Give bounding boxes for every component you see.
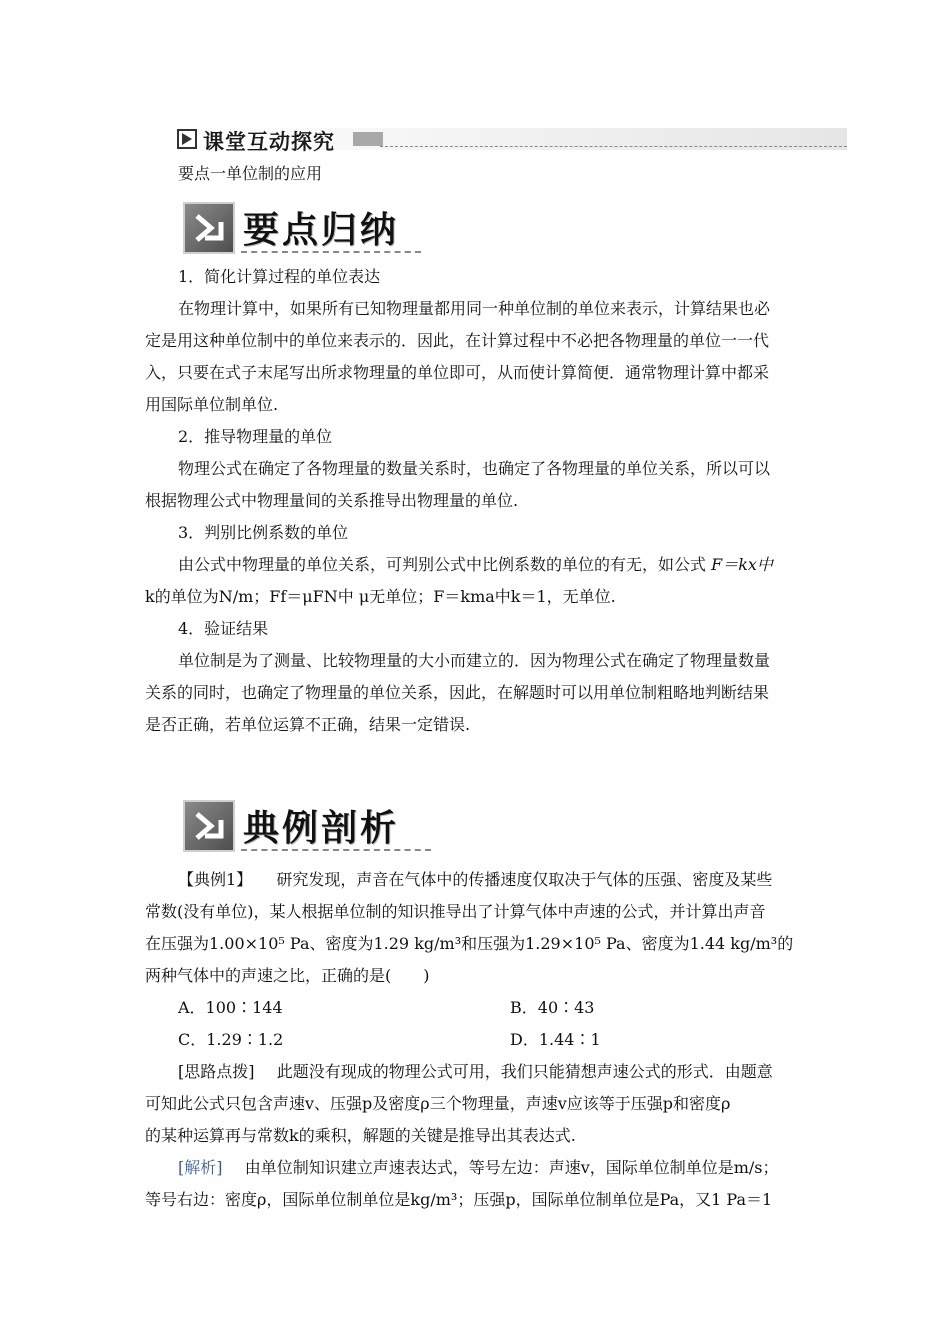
- point-3-formula: F＝kx中: [711, 555, 773, 574]
- example-line: 在压强为1.00×10⁵ Pa、密度为1.29 kg/m³和压强为1.29×10⁵ Pa、密度为1.44 kg/m³的: [145, 934, 794, 953]
- point-4-heading: 4．验证结果: [178, 619, 269, 638]
- example-line-text: 研究发现，声音在气体中的传播速度仅取决于气体的压强、密度及某些: [276, 870, 773, 889]
- point-4-line: 是否正确，若单位运算不正确，结果一定错误.: [145, 715, 471, 734]
- hint-line: 的某种运算再与常数k的乘积，解题的关键是推导出其表达式.: [145, 1126, 576, 1145]
- analysis-line: [178, 1158, 779, 1178]
- example-line: 常数(没有单位)，某人根据单位制的知识推导出了计算气体中声速的公式，并计算出声音: [145, 902, 766, 921]
- example-label: 【典例1】: [178, 870, 253, 889]
- double-chevron-icon: [183, 202, 235, 254]
- example-line: 两种气体中的声速之比，正确的是( ): [145, 966, 430, 985]
- point-4-line: 关系的同时，也确定了物理量的单位关系，因此，在解题时可以用单位制粗略地判断结果: [145, 683, 770, 702]
- analysis-line: 等号右边：密度ρ，国际单位制单位是kg/m³；压强p，国际单位制单位是Pa，又1 Pa＝1: [145, 1190, 773, 1209]
- example-banner-rule: [241, 849, 431, 851]
- hint-line: 可知此公式只包含声速v、压强p及密度ρ三个物理量，声速v应该等于压强p和密度ρ: [145, 1094, 731, 1113]
- example-banner: [183, 798, 438, 856]
- option-b[interactable]: B．40∶43: [510, 998, 595, 1017]
- point-3-line: [178, 555, 773, 575]
- summary-banner-rule: [241, 251, 421, 253]
- summary-banner: [183, 200, 423, 258]
- section-header: [175, 124, 847, 154]
- summary-banner-title: 要点归纳: [243, 210, 400, 251]
- option-c[interactable]: C．1.29∶1.2: [178, 1030, 284, 1049]
- point-3-heading: 3．判别比例系数的单位: [178, 523, 349, 542]
- point-1-line: 定是用这种单位制中的单位来表示的．因此，在计算过程中不必把各物理量的单位一一代: [145, 331, 770, 350]
- point-1-line: 在物理计算中，如果所有已知物理量都用同一种单位制的单位来表示，计算结果也必: [178, 299, 771, 318]
- point-4-line: 单位制是为了测量、比较物理量的大小而建立的．因为物理公式在确定了物理量数量: [178, 651, 771, 670]
- point-3-line-text: 由公式中物理量的单位关系，可判别公式中比例系数的单位的有无，如公式: [178, 555, 707, 574]
- point-1-heading: 1．简化计算过程的单位表达: [178, 267, 381, 286]
- hint-line-text: 此题没有现成的物理公式可用，我们只能猜想声速公式的形式．由题意: [276, 1062, 773, 1081]
- hint-line: [178, 1062, 773, 1082]
- topic-title: 要点一单位制的应用: [178, 164, 323, 183]
- section-header-tail: [353, 132, 383, 146]
- point-3-line: k的单位为N/m；Ff＝μFN中 μ无单位；F＝kma中k＝1，无单位.: [145, 587, 616, 606]
- example-banner-title: 典例剖析: [243, 808, 400, 849]
- option-a[interactable]: A．100∶144: [178, 998, 283, 1017]
- analysis-line-text: 由单位制知识建立声速表达式，等号左边：声速v，国际单位制单位是m/s；: [244, 1158, 779, 1177]
- point-1-line: 用国际单位制单位.: [145, 395, 279, 414]
- double-chevron-icon: [183, 800, 235, 852]
- point-2-line: 根据物理公式中物理量间的关系推导出物理量的单位.: [145, 491, 519, 510]
- section-title: 课堂互动探究: [203, 130, 335, 154]
- analysis-label: [解析]: [178, 1158, 223, 1177]
- example-line: [178, 870, 772, 890]
- point-1-line: 入，只要在式子末尾写出所求物理量的单位即可，从而使计算简便．通常物理计算中都采: [145, 363, 770, 382]
- option-d[interactable]: D．1.44∶1: [510, 1030, 601, 1049]
- section-header-rule: [380, 146, 847, 147]
- point-2-line: 物理公式在确定了各物理量的数量关系时，也确定了各物理量的单位关系，所以可以: [178, 459, 771, 478]
- hint-label: [思路点拨]: [178, 1062, 255, 1081]
- play-arrow-icon: [177, 129, 197, 149]
- point-2-heading: 2．推导物理量的单位: [178, 427, 333, 446]
